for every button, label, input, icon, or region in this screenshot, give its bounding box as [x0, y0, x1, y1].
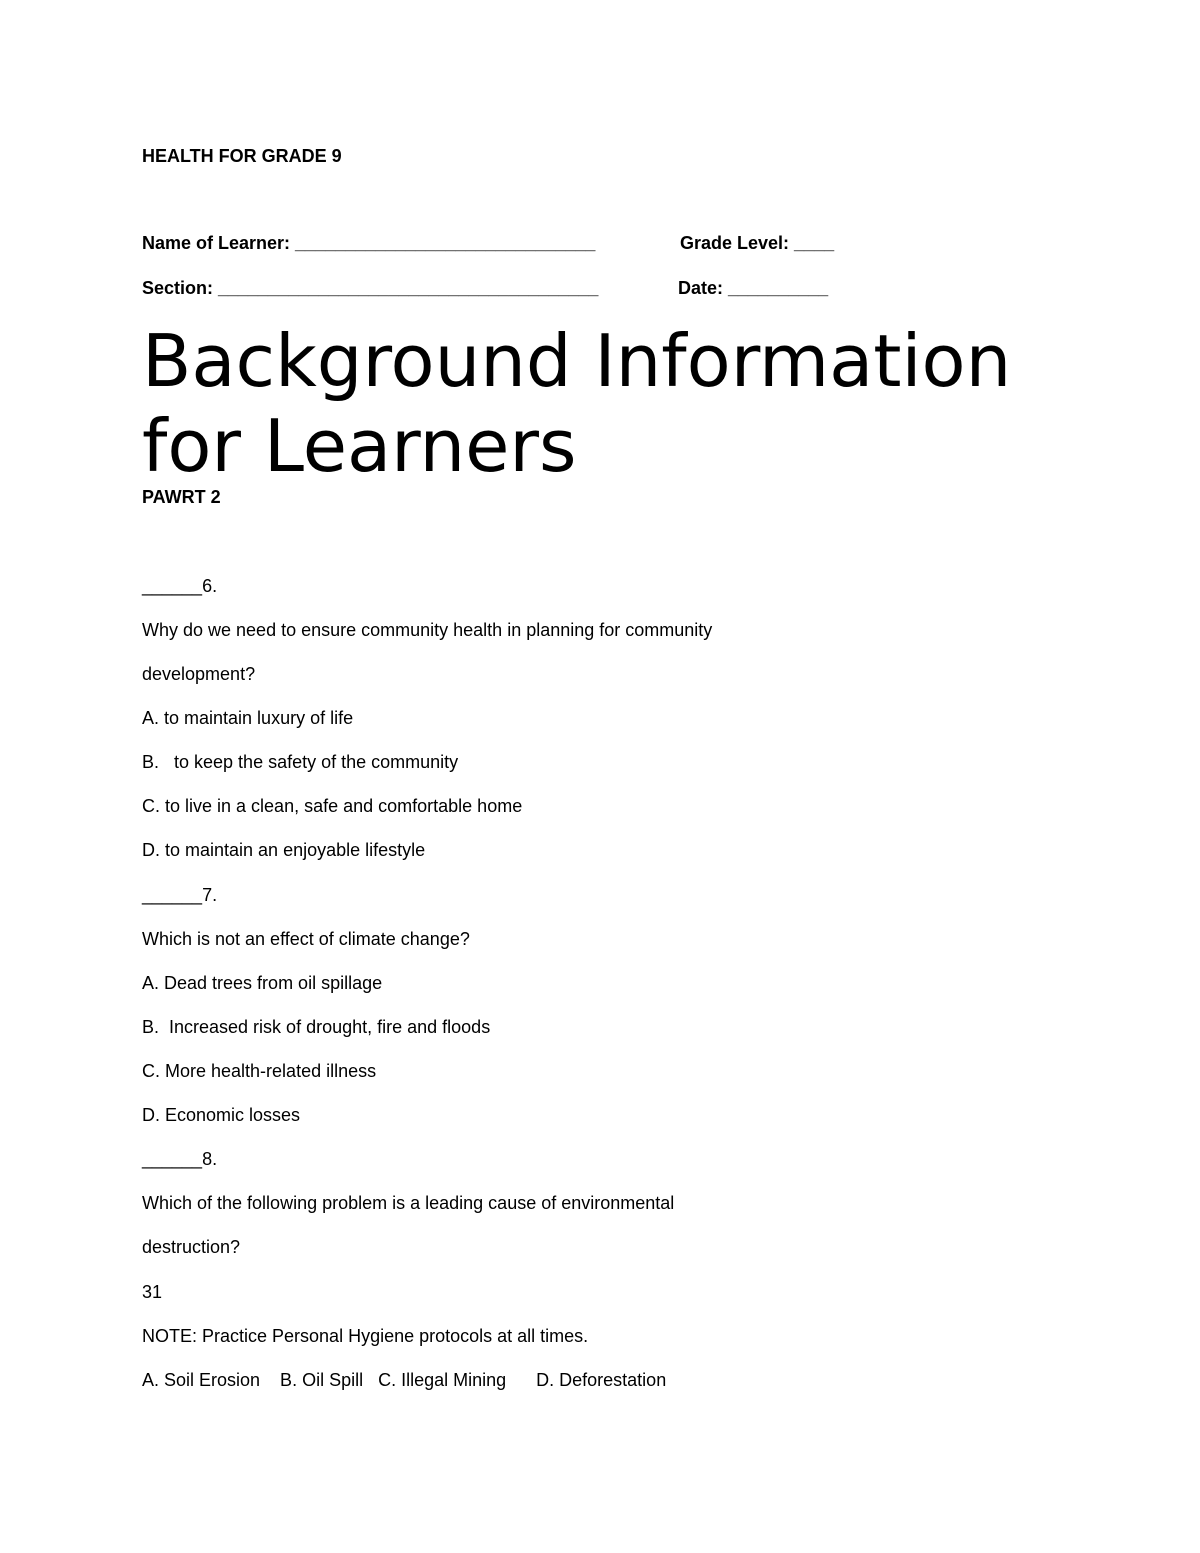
question-8-text: Which of the following problem is a leading cause of environmental: [142, 1193, 675, 1213]
page-subtitle: PAWRT 2: [142, 487, 221, 507]
question-6-option-a: A. to maintain luxury of life: [142, 708, 354, 728]
page-number: 31: [142, 1282, 163, 1302]
question-6-text-cont: development?: [142, 664, 256, 684]
question-6-option-c: C. to live in a clean, safe and comfortable home: [142, 796, 523, 816]
question-7-option-b: B. Increased risk of drought, fire and floods: [142, 1017, 491, 1037]
question-7-text: Which is not an effect of climate change?: [142, 929, 470, 949]
question-6-option-b: B. to keep the safety of the community: [142, 752, 459, 772]
question-6-text: Why do we need to ensure community health in planning for community: [142, 620, 713, 640]
question-7-option-d: D. Economic losses: [142, 1105, 301, 1125]
question-7-option-a: A. Dead trees from oil spillage: [142, 973, 383, 993]
grade-level-field: Grade Level: ____: [680, 233, 835, 253]
subject-heading: HEALTH FOR GRADE 9: [142, 146, 342, 166]
question-8-options: A. Soil Erosion B. Oil Spill C. Illegal Mining D. Deforestation: [142, 1370, 667, 1390]
question-8-number: ______8.: [142, 1149, 218, 1169]
question-7-number: ______7.: [142, 885, 218, 905]
question-6-option-d: D. to maintain an enjoyable lifestyle: [142, 840, 426, 860]
question-7-option-c: C. More health-related illness: [142, 1061, 377, 1081]
date-field: Date: __________: [678, 278, 829, 298]
page-title-line-1: Background Information: [142, 319, 1012, 403]
name-of-learner-field: Name of Learner: ______________________________: [142, 233, 596, 253]
hygiene-note: NOTE: Practice Personal Hygiene protocols at all times.: [142, 1326, 589, 1346]
page-title-line-2: for Learners: [142, 404, 577, 488]
question-6-number: ______6.: [142, 576, 218, 596]
section-field: Section: ______________________________________: [142, 278, 599, 298]
question-8-text-cont: destruction?: [142, 1237, 241, 1257]
